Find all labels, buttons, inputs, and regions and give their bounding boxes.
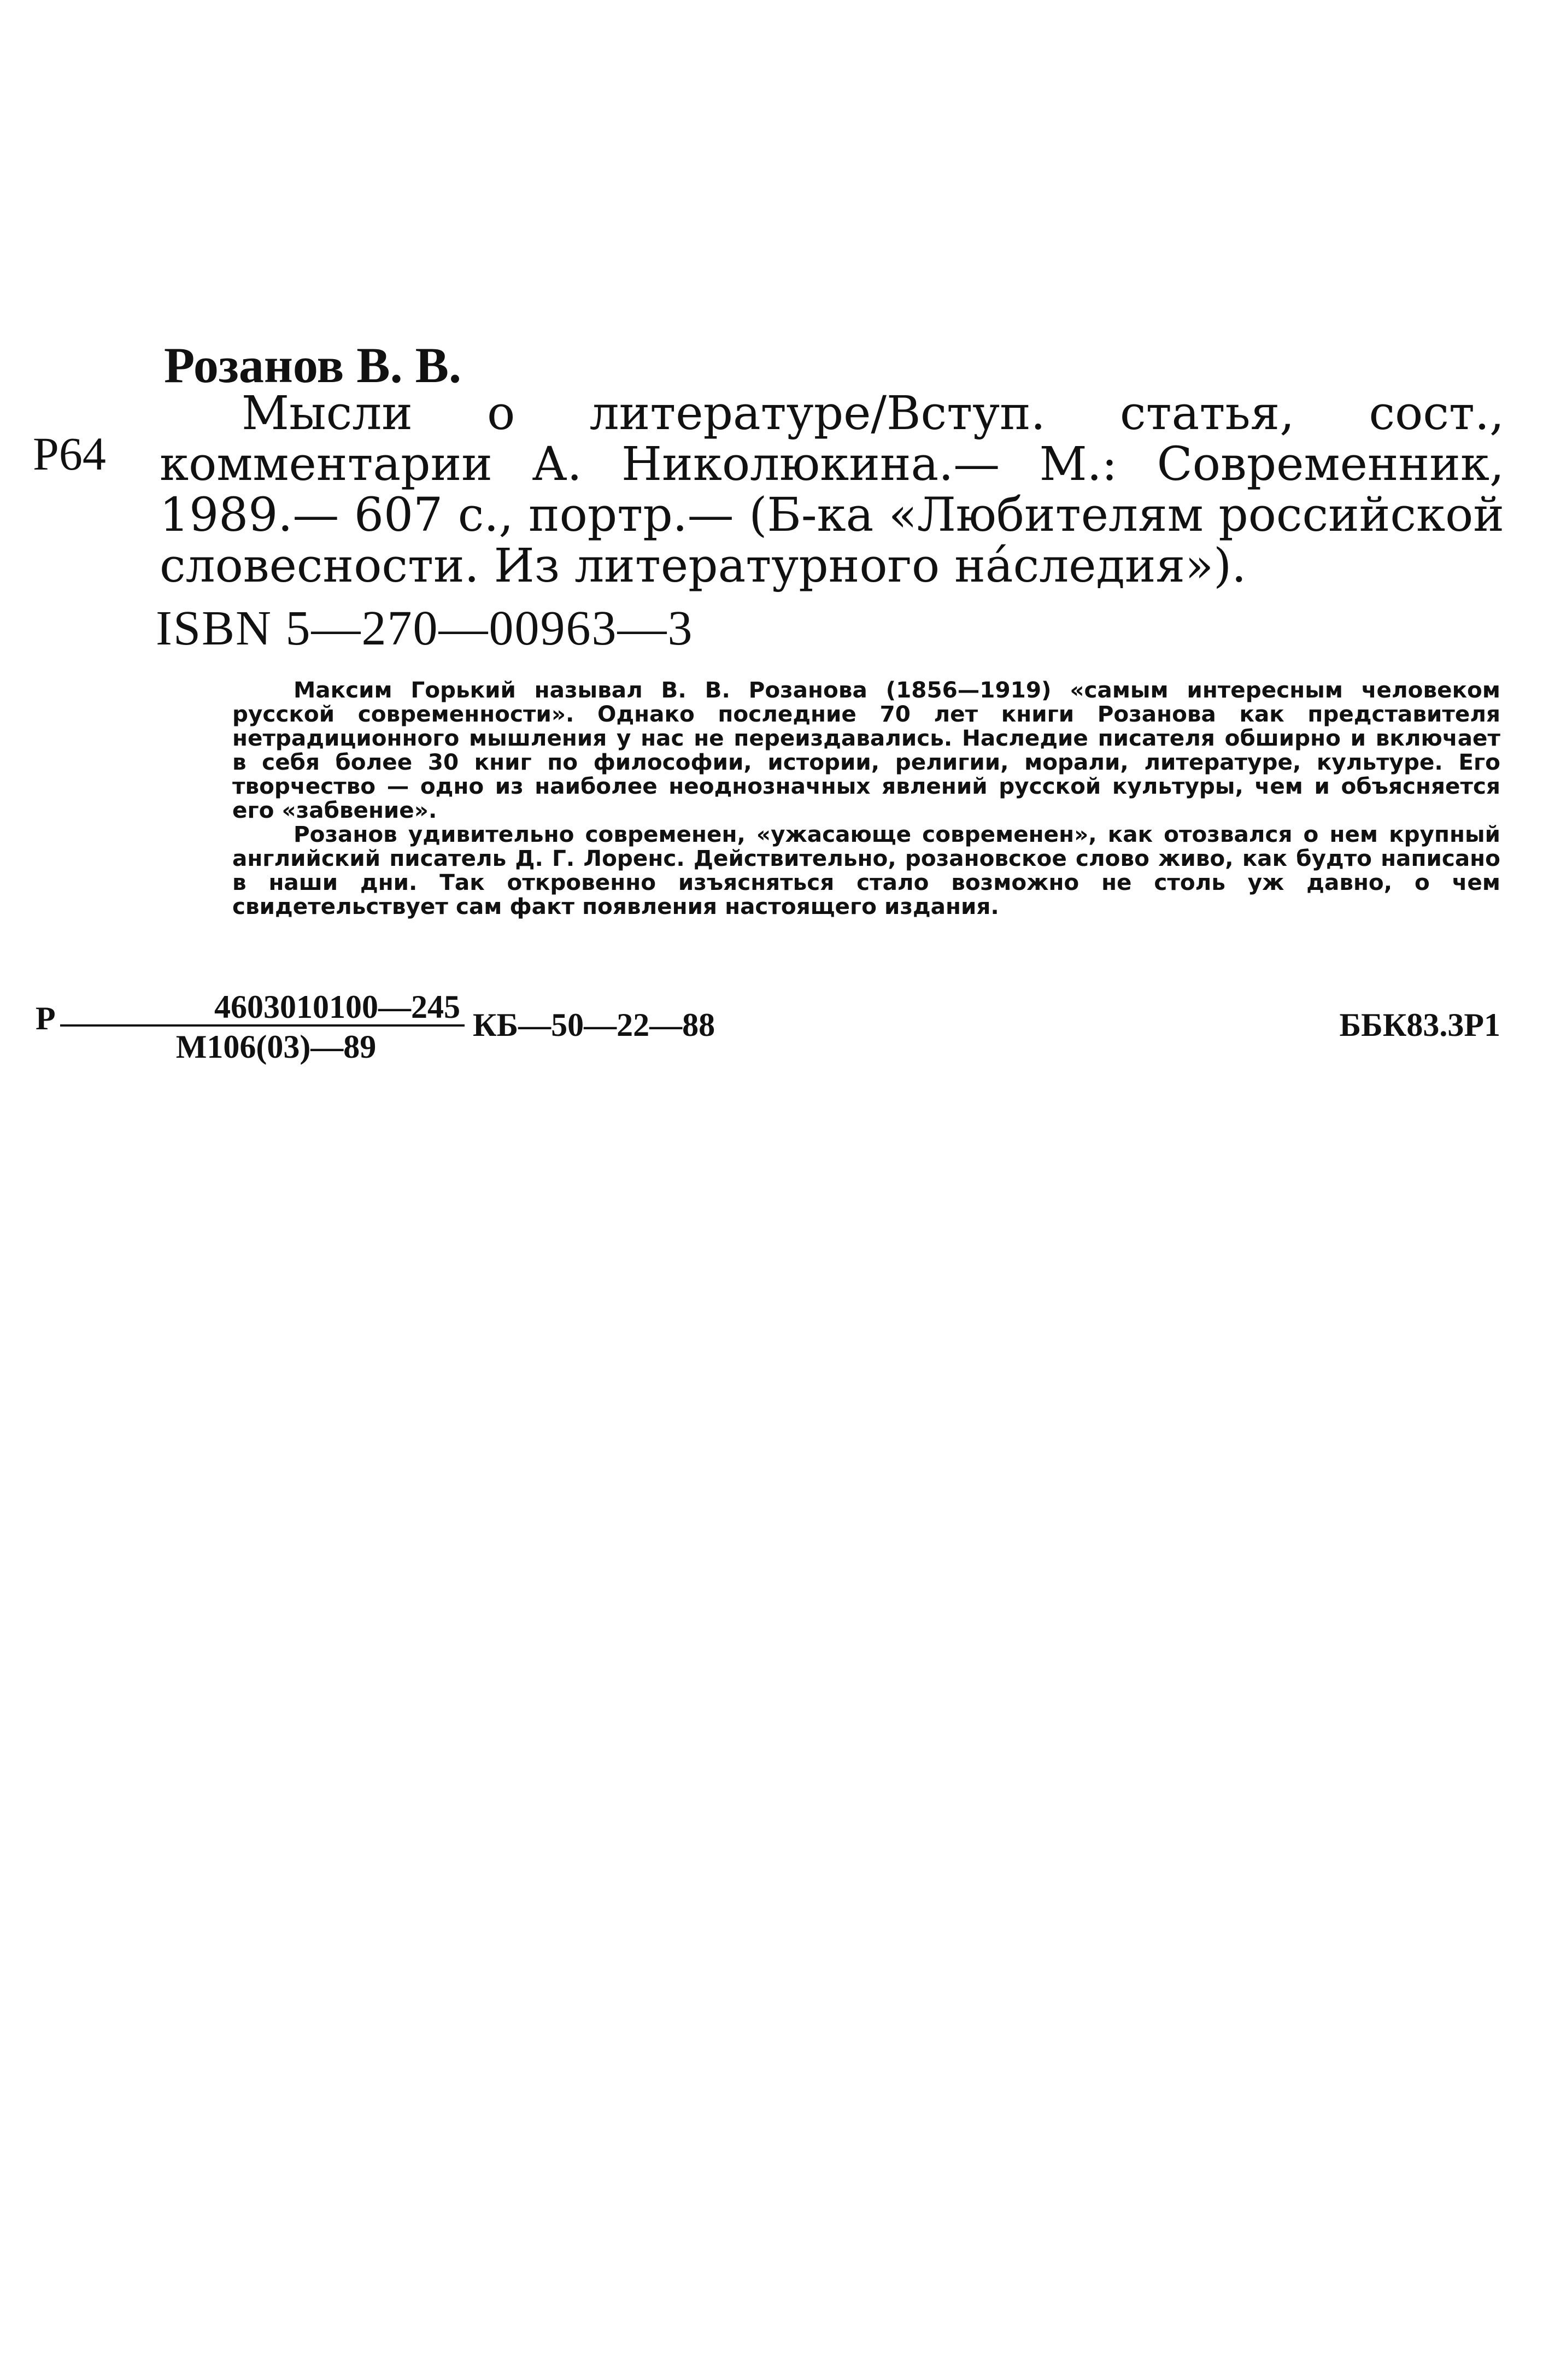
author-heading: Розанов В. В. <box>164 337 462 393</box>
code-prefix: Р <box>36 1000 56 1036</box>
annotation-paragraph: Максим Горький называл В. В. Розанова (1856—1919) «самым интересным человеком русской современности». Однако последние 70 лет книги Розанова как представителя нетрадиционного мышления у нас не переиздавались. Наследие писателя обширно и включает в себя более 30 книг по философии, истории, религии, морали, литературе, культуре. Его творчество — одно из наиболее неоднозначных явлений русской культуры, чем и объясняется его «забвение». <box>232 677 1500 823</box>
bibliographic-description: Мысли о литературе/Вступ. статья, сост., комментарии А. Николюкина.— М.: Современник, 1989.— 607 с., портр.— (Б-ка «Любителям российской словесности. Из литературного на́следия»). <box>160 386 1504 593</box>
classification-codes <box>36 989 1500 1077</box>
annotation <box>232 678 1500 918</box>
kb-code: КБ—50—22—88 <box>473 1007 715 1043</box>
annotation-paragraph: Розанов удивительно современен, «ужасающе современен», как отозвался о нем крупный английский писатель Д. Г. Лоренс. Действительно, розановское слово живо, как будто написано в наши дни. Так откровенно изъясняться стало возможно не столь уж давно, о чем свидетельствует сам факт появления настоящего издания. <box>232 821 1500 919</box>
isbn: ISBN 5—270—00963—3 <box>156 601 694 655</box>
code-numerator: 4603010100—245 <box>60 989 465 1027</box>
call-number: Р64 <box>33 427 106 480</box>
code-fraction <box>60 989 465 1067</box>
code-denominator: М106(03)—89 <box>175 1029 377 1065</box>
bbk-code: ББК83.3Р1 <box>1339 1007 1500 1043</box>
